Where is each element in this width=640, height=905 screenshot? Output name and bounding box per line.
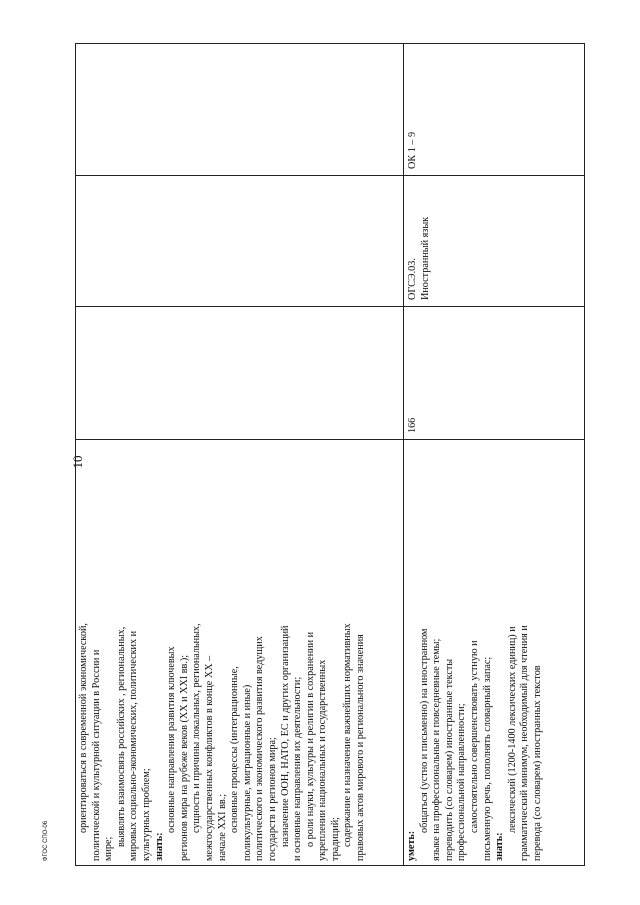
row2-content-line: письменную речь, пополнять словарный запас; <box>481 656 493 861</box>
row2-content-line: языке на профессиональные и повседневные темы; <box>431 638 443 861</box>
row1-content-line: основные процессы (интеграционные, <box>229 666 241 833</box>
row2-content-line: грамматический минимум, необходимый для чтения и <box>519 625 531 861</box>
row2-content-line: общаться (устно и письменно) на иностранном <box>418 628 430 833</box>
row1-content-line: мире; <box>103 836 115 861</box>
row1-content-line: политической и культурной ситуации в России и <box>90 649 102 861</box>
document-code: ФГОС СПО-06 <box>43 820 49 862</box>
row2-content-line: самостоятельно совершенствовать устную и <box>468 640 480 833</box>
row2-content-line: лексический (1200-1400 лексических единиц) и <box>506 626 518 833</box>
row1-discipline-cell <box>76 175 404 306</box>
row1-content-line: основные направления развития ключевых <box>166 646 178 833</box>
row2-content-line: переводить (со словарем) иностранные тексты <box>443 658 455 861</box>
curriculum-table-region <box>75 43 585 866</box>
row2-content-cell <box>404 439 585 865</box>
row2-hours-cell <box>404 306 585 439</box>
row1-content-line: культурных проблем; <box>140 768 152 861</box>
row2-competencies-cell <box>404 43 585 175</box>
row1-content-line: и основные направления их деятельности; <box>292 676 304 861</box>
row1-content-line: о роли науки, культуры и религии в сохранении и <box>304 631 316 847</box>
row2-discipline-name: Иностранный язык <box>419 216 431 300</box>
row2-hours: 166 <box>407 417 418 433</box>
row1-content-line: государств и регионов мира; <box>266 737 278 861</box>
row1-content-line: знать: <box>153 832 165 861</box>
row2-content-line: знать: <box>494 832 506 861</box>
row2-content-line: перевода (со словарем) иностранных текстов <box>531 665 543 861</box>
curriculum-table <box>75 43 585 866</box>
row1-content-line: укреплении национальных и государственных <box>317 659 329 861</box>
row1-competencies-cell <box>76 43 404 175</box>
row1-content-line: сущность и причины локальных, региональных, <box>191 623 203 833</box>
row2-discipline-code: ОГСЭ.03. <box>407 258 418 300</box>
row1-hours-cell <box>76 306 404 439</box>
row2-content-line: уметь: <box>406 830 417 861</box>
row2-competencies: ОК 1 – 9 <box>407 131 418 169</box>
row1-content-line: поликультурные, миграционные и иные) <box>241 684 253 861</box>
row1-content-line: мировых социально-экономических, политических и <box>128 630 140 861</box>
row1-content-line: правовых актов мирового и регионального значения <box>355 634 367 861</box>
row1-content-line: назначение ООН, НАТО, ЕС и других организаций <box>279 625 291 847</box>
row1-content-line: политического и экономического развития ведущих <box>254 636 266 861</box>
row2-discipline-cell <box>404 175 585 306</box>
page-number: 10 <box>70 455 85 469</box>
row1-content-line: регионов мира на рубеже веков (XX и XXI вв.); <box>178 654 190 861</box>
row1-content-cell <box>76 439 404 865</box>
row1-content-line: ориентироваться в современной экономической, <box>78 623 89 833</box>
row1-content-line: традиций; <box>329 816 341 861</box>
row1-content-line: выявлять взаимосвязь российских , региональных, <box>115 626 127 847</box>
row1-content-line: начале XXI вв.; <box>216 793 228 861</box>
row2-content-line: профессиональной направленности; <box>456 703 468 861</box>
row1-content-line: межгосударственных конфликтов в конце XX – <box>203 655 215 861</box>
row1-content-line: содержание и назначение важнейших нормативных <box>342 623 354 847</box>
